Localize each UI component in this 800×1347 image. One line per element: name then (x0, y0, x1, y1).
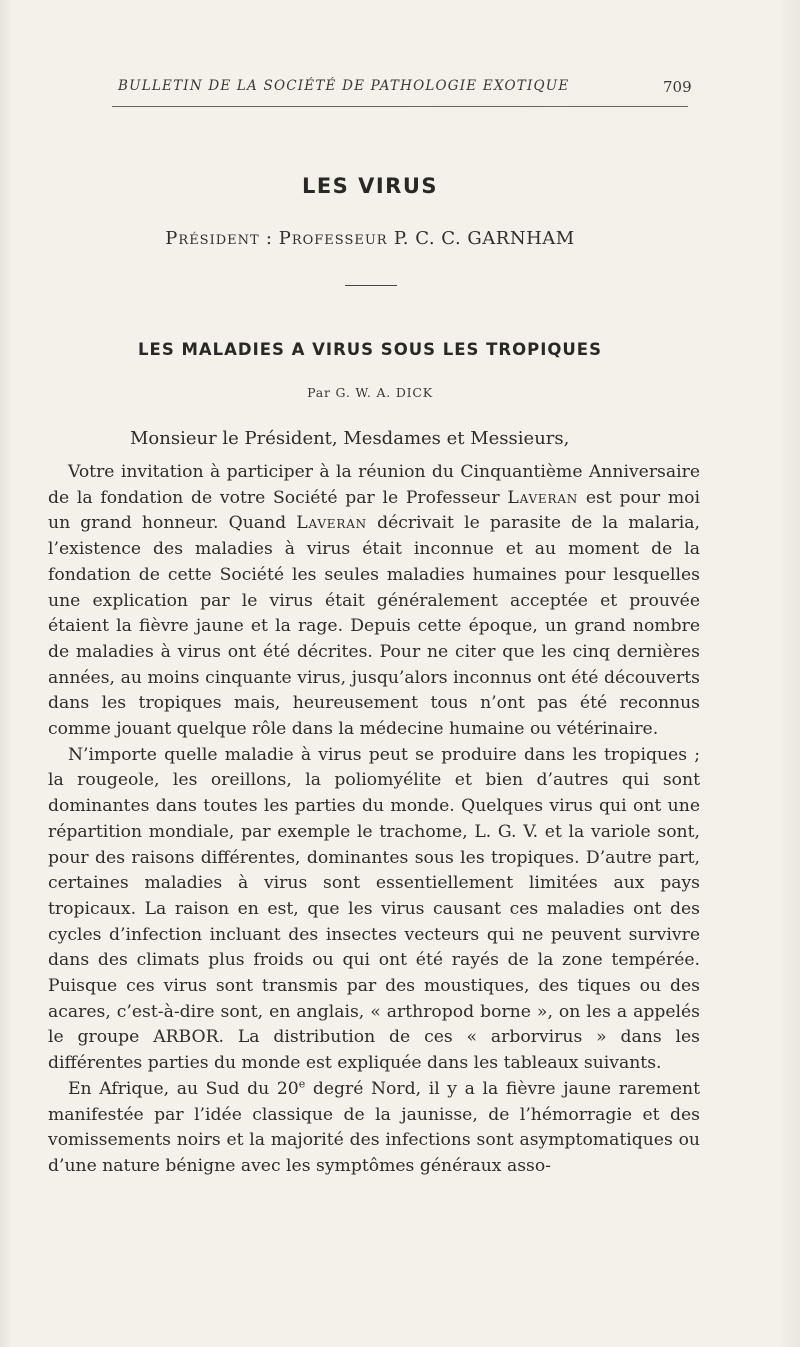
article-byline: Par G. W. A. DICK (307, 385, 433, 400)
president-line (0, 228, 740, 249)
paragraph-1 (48, 460, 700, 743)
running-head: BULLETIN DE LA SOCIÉTÉ DE PATHOLOGIE EXOTIQUE (118, 78, 570, 94)
paragraph-3-part-b: degré Nord, il y a la fièvre jaune rarement manifestée par l’idée classique de la jaunisse, de l’hémorragie et des vomissements noirs et la majorité des infections sont asymptomatiques ou d’une nature bénigne avec les symptômes généraux asso- (48, 1078, 700, 1176)
header-rule (112, 106, 688, 107)
page-number: 709 (663, 78, 692, 96)
salutation: Monsieur le Président, Mesdames et Messieurs, (130, 428, 570, 449)
paragraph-2: N’importe quelle maladie à virus peut se produire dans les tropiques ; la rougeole, les oreillons, la poliomyélite et bien d’autres qui sont dominantes dans toutes les parties du monde. Quelques virus qui ont une répartition mondiale, par exemple le trachome, L. G. V. et la variole sont, pour des raisons différentes, dominantes sous les tropiques. D’autre part, certaines maladies à virus sont essentiellement limitées aux pays tropicaux. La raison en est, que les virus causant ces maladies ont des cycles d’infection incluant des insectes vecteurs qui ne peuvent survivre dans des climats plus froids ou qui ont été rayés de la zone tempérée. Puisque ces virus sont transmis par des moustiques, des tiques ou des acares, c’est-à-dire sont, en anglais, « arthropod borne », on les a appelés le groupe ARBOR. La distribution de ces « arborvirus » dans les différentes parties du monde est expliquée dans les tableaux suivants. (48, 744, 700, 1074)
president-name: P. C. C. GARNHAM (393, 228, 575, 249)
president-separator: : (259, 228, 279, 249)
article-body (48, 460, 700, 1180)
author-name-laveran: Laveran (507, 487, 579, 508)
section-title: LES VIRUS (301, 174, 439, 198)
president-label: Président (165, 228, 260, 249)
paragraph-3-part-a: En Afrique, au Sud du 20 (68, 1078, 299, 1099)
paragraph-1-part-a: Votre invitation à participer à la réunion du Cinquantième Anniversaire de la fondation de votre Société par le Professeur (48, 462, 700, 508)
paragraph-3 (48, 1077, 700, 1180)
ordinal-superscript: e (298, 1077, 306, 1091)
section-divider (345, 285, 397, 286)
article-title: LES MALADIES A VIRUS SOUS LES TROPIQUES (138, 340, 602, 359)
paragraph-1-part-c: décrivait le parasite de la malaria, l’existence des maladies à virus était inconnue et au moment de la fondation de cette Société les seules maladies humaines pour lesquelles une explication par le virus était généralement acceptée et prouvée étaient la fièvre jaune et la rage. Depuis cette époque, un grand nombre de maladies à virus ont été décrites. Pour ne citer que les cinq dernières années, au moins cinquante virus, jusqu’alors inconnus ont été découverts dans les tropiques mais, heureusement tous n’ont pas été reconnus comme jouant quelque rôle dans la médecine humaine ou vétérinaire. (48, 513, 700, 740)
author-name-laveran: Laveran (296, 513, 367, 534)
professor-label: Professeur (278, 228, 388, 249)
paragraph-1-part-b: est pour moi un grand honneur. Quand (48, 487, 700, 534)
